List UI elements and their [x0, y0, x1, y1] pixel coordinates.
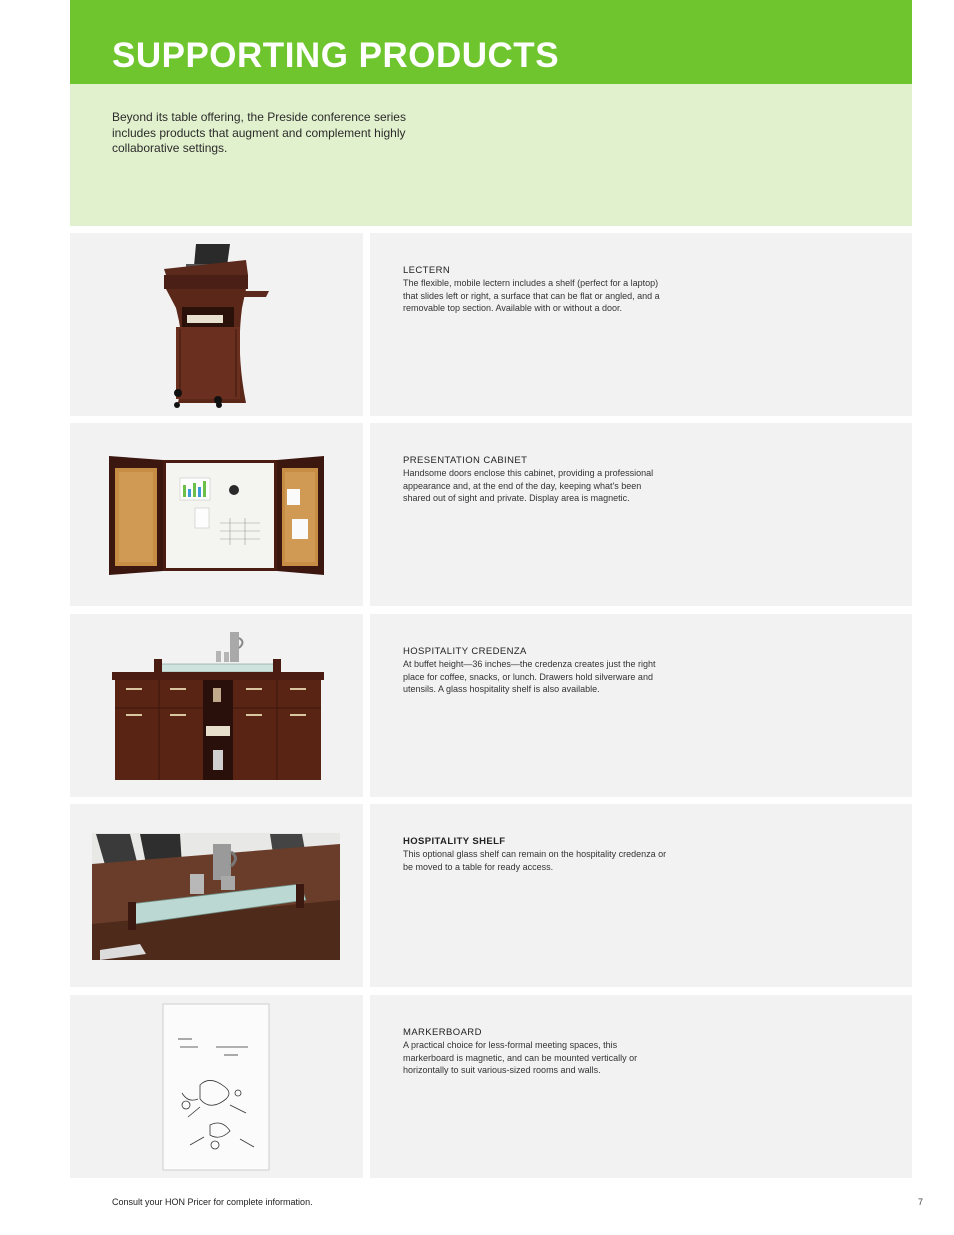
lectern-image	[70, 233, 363, 416]
product-row-hospitality-credenza	[70, 614, 912, 797]
hospitality-shelf-image	[70, 804, 363, 987]
shelf-image-cell	[70, 804, 363, 987]
product-row-markerboard	[70, 995, 912, 1178]
cabinet-text-cell	[370, 423, 912, 606]
markerboard-image-cell	[70, 995, 363, 1178]
footer-note: Consult your HON Pricer for complete information.	[112, 1197, 313, 1207]
page-title: SUPPORTING PRODUCTS	[112, 36, 560, 75]
hospitality-credenza-image	[70, 614, 363, 797]
markerboard-image	[70, 995, 363, 1178]
product-row-presentation-cabinet	[70, 423, 912, 606]
product-description: A practical choice for less-formal meeting spaces, this markerboard is magnetic, and can be mounted vertically or horizontally to suit various-sized rooms and walls.	[403, 1040, 638, 1076]
presentation-cabinet-image	[70, 423, 363, 606]
product-row-lectern	[70, 233, 912, 416]
page-number: 7	[918, 1197, 924, 1207]
intro-panel	[70, 84, 912, 226]
product-description: The flexible, mobile lectern includes a shelf (perfect for a laptop) that slides left or right, a surface that can be flat or angled, and a removable top section. Available with or without a door.	[403, 278, 660, 314]
product-name: HOSPITALITY CREDENZA	[403, 646, 527, 657]
product-name: MARKERBOARD	[403, 1027, 482, 1038]
product-row-hospitality-shelf	[70, 804, 912, 987]
header-banner	[70, 0, 912, 84]
product-description: At buffet height—36 inches—the credenza creates just the right place for coffee, snacks, or lunch. Drawers hold silverware and utensils. A glass hospitality shelf is also available.	[403, 659, 656, 695]
shelf-text-cell	[370, 804, 912, 987]
credenza-image-cell	[70, 614, 363, 797]
lectern-image-cell	[70, 233, 363, 416]
product-name: HOSPITALITY SHELF	[403, 836, 506, 847]
product-description: This optional glass shelf can remain on the hospitality credenza or be moved to a table for ready access.	[403, 849, 667, 872]
credenza-text-cell	[370, 614, 912, 797]
product-name: PRESENTATION CABINET	[403, 455, 528, 466]
markerboard-text-cell	[370, 995, 912, 1178]
intro-text: Beyond its table offering, the Preside conference series includes products that augment and complement highly collaborative settings.	[112, 110, 406, 155]
product-name: LECTERN	[403, 265, 451, 276]
lectern-text-cell	[370, 233, 912, 416]
product-description: Handsome doors enclose this cabinet, providing a professional appearance and, at the end of the day, keeping what's been shared out of sight and private. Display area is magnetic.	[403, 468, 654, 504]
cabinet-image-cell	[70, 423, 363, 606]
